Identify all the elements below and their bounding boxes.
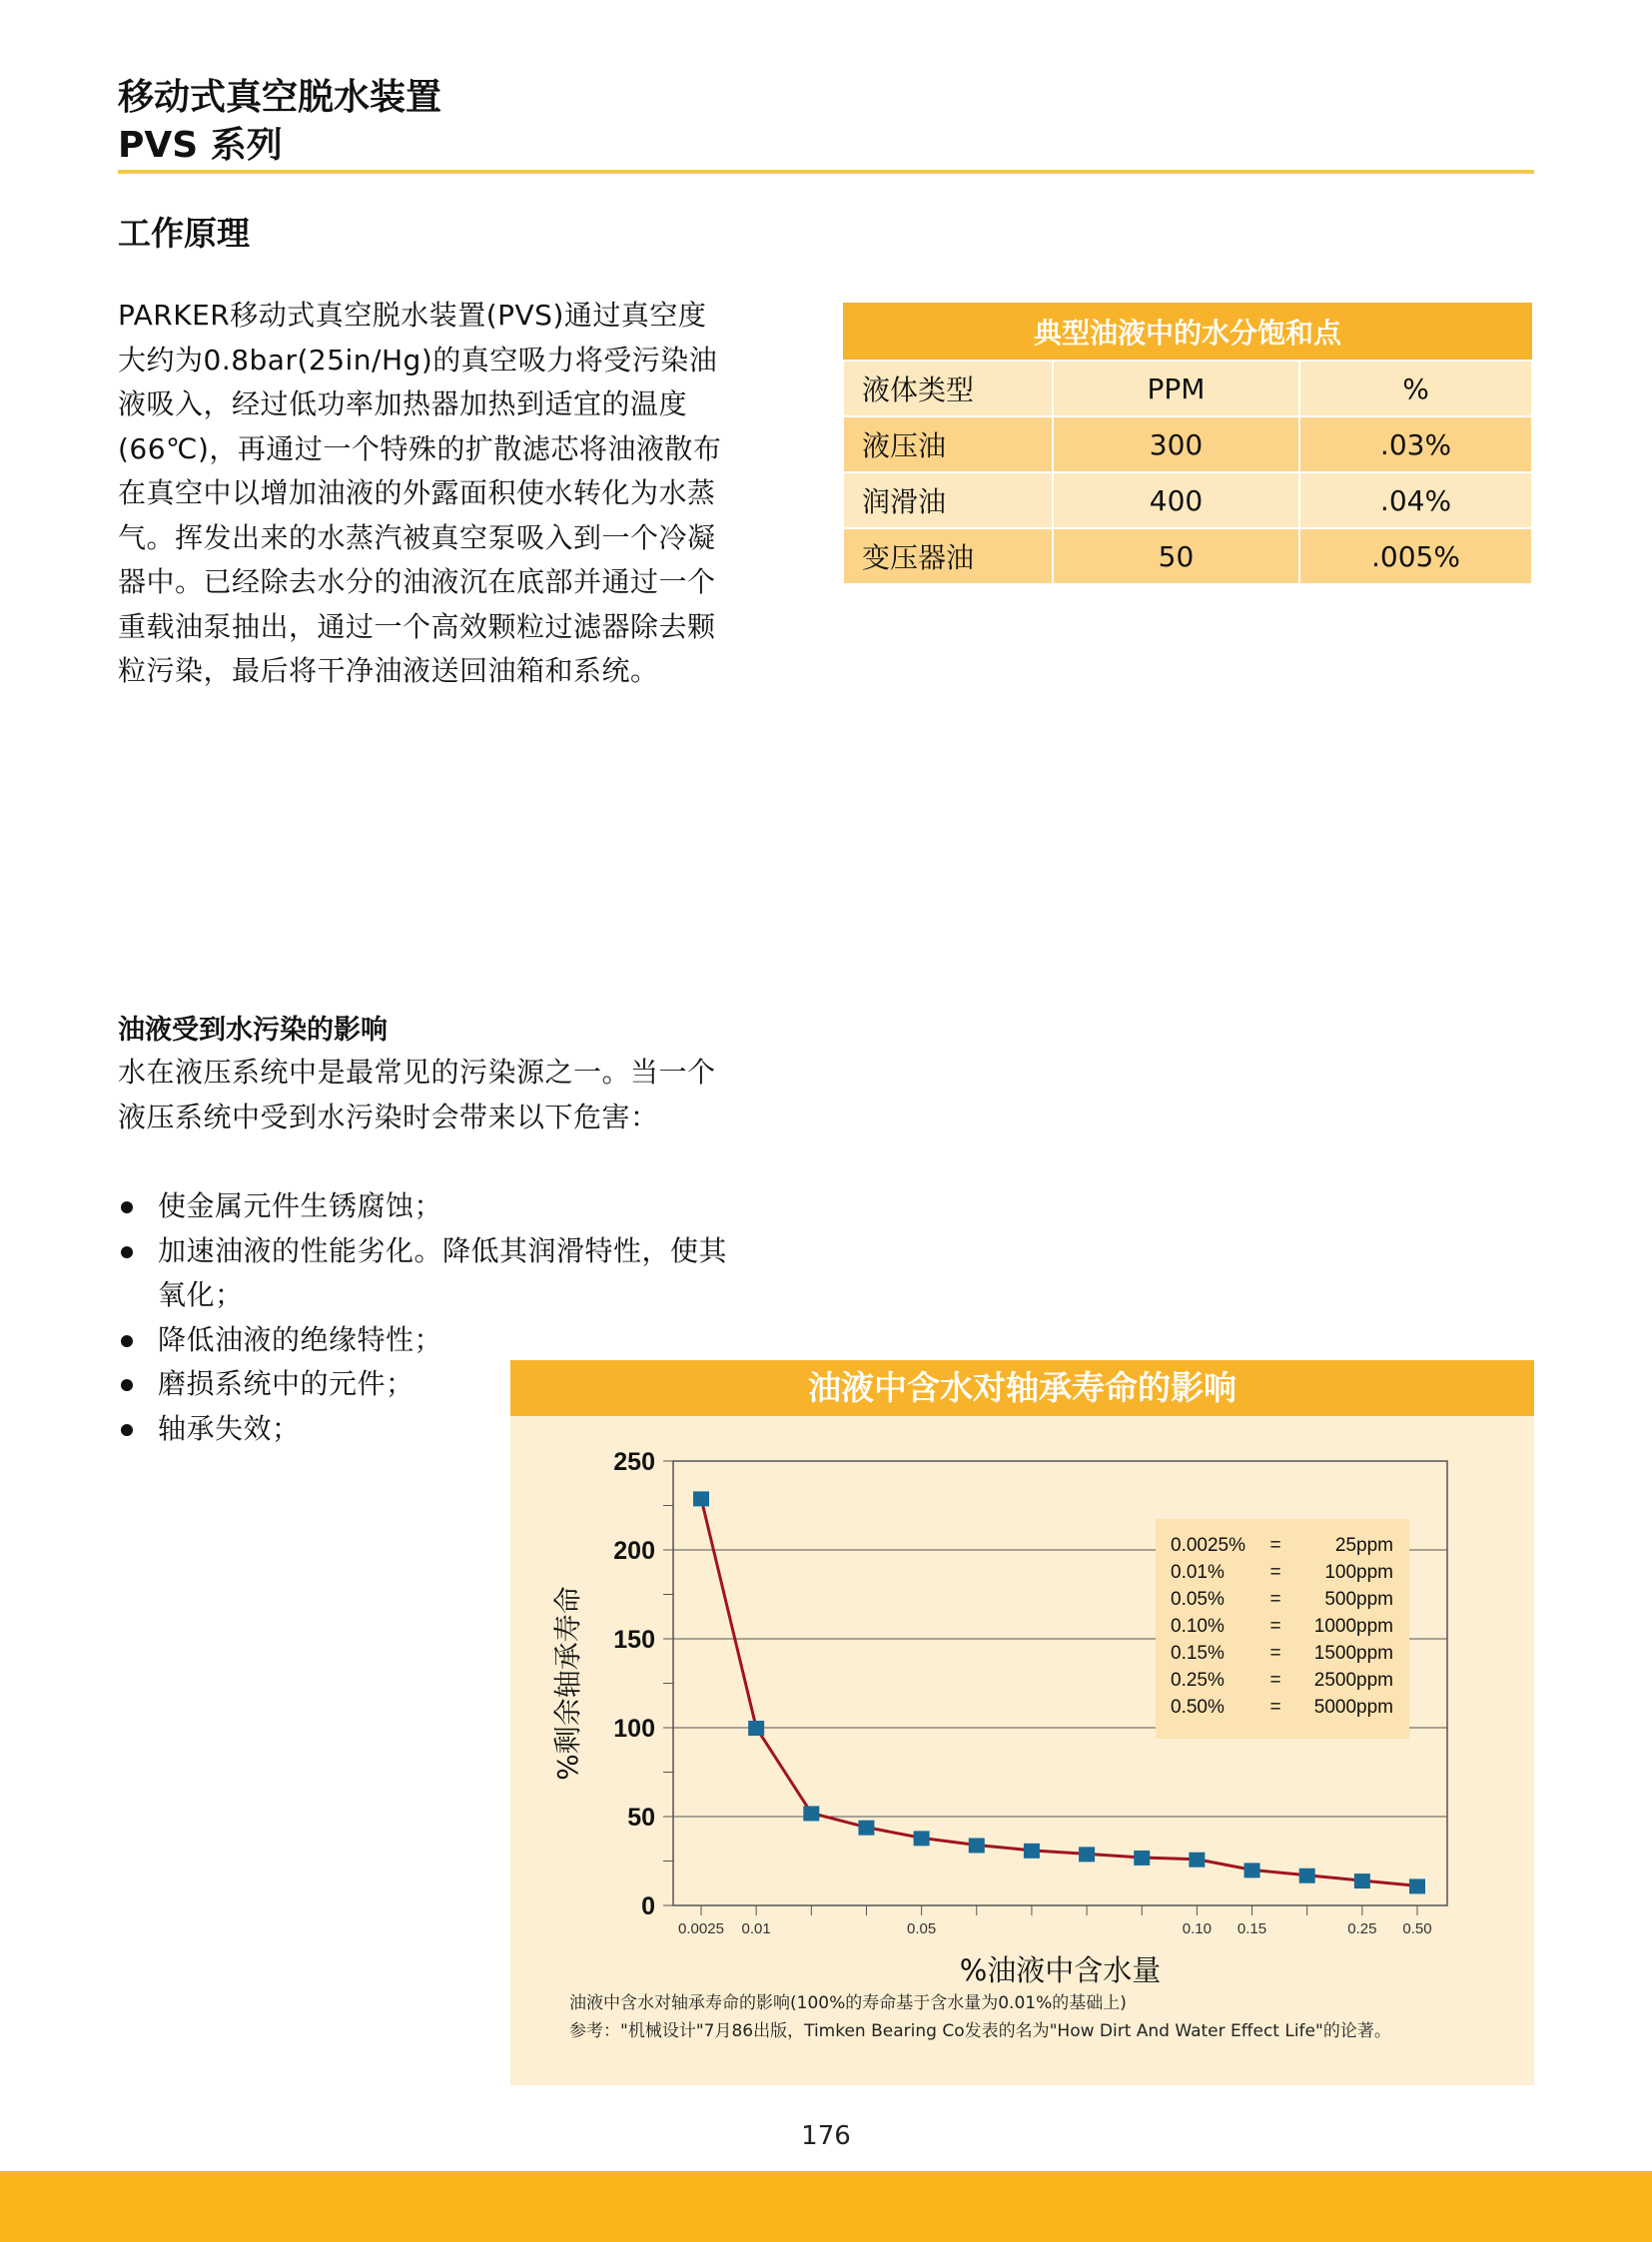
legend-percent: 0.15% bbox=[1171, 1643, 1225, 1664]
x-tick-label: 0.50 bbox=[1402, 1920, 1432, 1937]
x-tick-label: 0.10 bbox=[1182, 1920, 1212, 1937]
legend-equals: = bbox=[1269, 1535, 1281, 1556]
table-row bbox=[843, 416, 1532, 472]
bearing-life-chart bbox=[510, 1416, 1534, 2085]
table-header-cell: 液体类型 bbox=[843, 361, 1053, 416]
x-axis-label: %油液中含水量 bbox=[959, 1953, 1162, 1987]
data-point bbox=[858, 1821, 874, 1836]
x-tick-label: 0.15 bbox=[1237, 1920, 1267, 1937]
legend-equals: = bbox=[1269, 1562, 1281, 1583]
legend-ppm: 500ppm bbox=[1324, 1589, 1393, 1610]
x-tick-label: 0.0025 bbox=[678, 1920, 724, 1937]
legend-ppm: 1500ppm bbox=[1313, 1643, 1393, 1664]
legend-ppm: 100ppm bbox=[1324, 1562, 1393, 1583]
data-point bbox=[1024, 1844, 1040, 1859]
y-axis-label: %剩余轴承寿命 bbox=[551, 1586, 584, 1781]
table-cell: 润滑油 bbox=[843, 472, 1053, 528]
legend-percent: 0.0025% bbox=[1171, 1535, 1246, 1556]
chart-reference: 参考："机械设计"7月86出版，Timken Bearing Co发表的名为"How Dirt And Water Effect Life"的论著。 bbox=[569, 2021, 1391, 2041]
list-item: 磨损系统中的元件； bbox=[118, 1362, 727, 1407]
legend-ppm: 25ppm bbox=[1334, 1535, 1393, 1556]
legend-ppm: 1000ppm bbox=[1313, 1616, 1393, 1637]
legend-equals: = bbox=[1269, 1697, 1281, 1718]
table-row bbox=[843, 472, 1532, 528]
legend-percent: 0.05% bbox=[1171, 1589, 1225, 1610]
y-tick-label: 200 bbox=[613, 1537, 655, 1565]
data-point bbox=[1134, 1851, 1150, 1866]
page-number: 176 bbox=[801, 2121, 851, 2151]
table-cell: 300 bbox=[1053, 416, 1299, 472]
x-tick-label: 0.25 bbox=[1347, 1920, 1377, 1937]
effects-title: 油液受到水污染的影响 bbox=[118, 1015, 388, 1046]
data-point bbox=[914, 1831, 930, 1846]
y-tick-label: 250 bbox=[613, 1448, 655, 1476]
list-item: 轴承失效； bbox=[118, 1407, 727, 1452]
x-tick-label: 0.01 bbox=[741, 1920, 771, 1937]
data-point bbox=[693, 1491, 709, 1506]
header-title: 移动式真空脱水装置 bbox=[118, 77, 442, 118]
x-tick-label: 0.05 bbox=[907, 1920, 937, 1937]
legend-ppm: 2500ppm bbox=[1313, 1670, 1393, 1691]
legend-percent: 0.25% bbox=[1171, 1670, 1225, 1691]
list-item: 降低油液的绝缘特性； bbox=[118, 1318, 727, 1363]
footer-bar bbox=[0, 2171, 1652, 2242]
data-point bbox=[969, 1838, 985, 1853]
legend-percent: 0.50% bbox=[1171, 1697, 1225, 1718]
legend-equals: = bbox=[1269, 1643, 1281, 1664]
table-title: 典型油液中的水分饱和点 bbox=[843, 303, 1532, 361]
data-point bbox=[1079, 1847, 1095, 1862]
table-header-cell: PPM bbox=[1053, 361, 1299, 416]
y-tick-label: 150 bbox=[613, 1626, 655, 1654]
legend-equals: = bbox=[1269, 1589, 1281, 1610]
legend-equals: = bbox=[1269, 1616, 1281, 1637]
table-header-row bbox=[843, 361, 1532, 416]
legend-equals: = bbox=[1269, 1670, 1281, 1691]
table-header-cell: % bbox=[1299, 361, 1532, 416]
table-cell: .03% bbox=[1299, 416, 1532, 472]
data-point bbox=[1244, 1863, 1260, 1877]
chart-note: 油液中含水对轴承寿命的影响(100%的寿命基于含水量为0.01%的基础上) bbox=[569, 1993, 1127, 2013]
table-cell: 50 bbox=[1053, 528, 1299, 584]
document-header bbox=[118, 74, 441, 170]
table-cell: .005% bbox=[1299, 528, 1532, 584]
effects-intro: 水在液压系统中是最常见的污染源之一。当一个液压系统中受到水污染时会带来以下危害： bbox=[118, 1056, 716, 1133]
header-series: PVS 系列 bbox=[118, 125, 283, 166]
legend-percent: 0.10% bbox=[1171, 1616, 1225, 1637]
table-cell: 400 bbox=[1053, 472, 1299, 528]
y-tick-label: 50 bbox=[627, 1804, 655, 1832]
data-point bbox=[748, 1721, 764, 1736]
working-principle-paragraph: PARKER移动式真空脱水装置(PVS)通过真空度大约为0.8bar(25in/Hg)的真空吸力将受污染油液吸入，经过低功率加热器加热到适宜的温度(66℃)，再通过一个特殊的扩散滤芯将油液散布在真空中以增加油液的外露面积使水转化为水蒸气。挥发出来的水蒸汽被真空泵吸入到一个冷凝器中。已经除去水分的油液沉在底部并通过一个重载油泵抽出，通过一个高效颗粒过滤器除去颗粒污染，最后将干净油液送回油箱和系统。 bbox=[118, 299, 722, 687]
header-divider bbox=[118, 170, 1534, 174]
list-item: 加速油液的性能劣化。降低其润滑特性，使其氧化； bbox=[118, 1229, 727, 1318]
section-title: 工作原理 bbox=[118, 214, 250, 253]
legend-ppm: 5000ppm bbox=[1313, 1697, 1393, 1718]
list-item: 使金属元件生锈腐蚀； bbox=[118, 1184, 727, 1229]
data-point bbox=[803, 1806, 819, 1821]
data-point bbox=[1189, 1853, 1205, 1868]
table-row bbox=[843, 528, 1532, 584]
chart-title: 油液中含水对轴承寿命的影响 bbox=[510, 1360, 1534, 1416]
data-point bbox=[1299, 1868, 1315, 1883]
table-cell: 变压器油 bbox=[843, 528, 1053, 584]
data-point bbox=[1354, 1873, 1370, 1888]
legend-percent: 0.01% bbox=[1171, 1562, 1225, 1583]
y-tick-label: 0 bbox=[641, 1892, 655, 1920]
y-tick-label: 100 bbox=[613, 1715, 655, 1743]
data-point bbox=[1409, 1878, 1425, 1893]
table-cell: 液压油 bbox=[843, 416, 1053, 472]
saturation-table bbox=[842, 303, 1533, 585]
table-cell: .04% bbox=[1299, 472, 1532, 528]
